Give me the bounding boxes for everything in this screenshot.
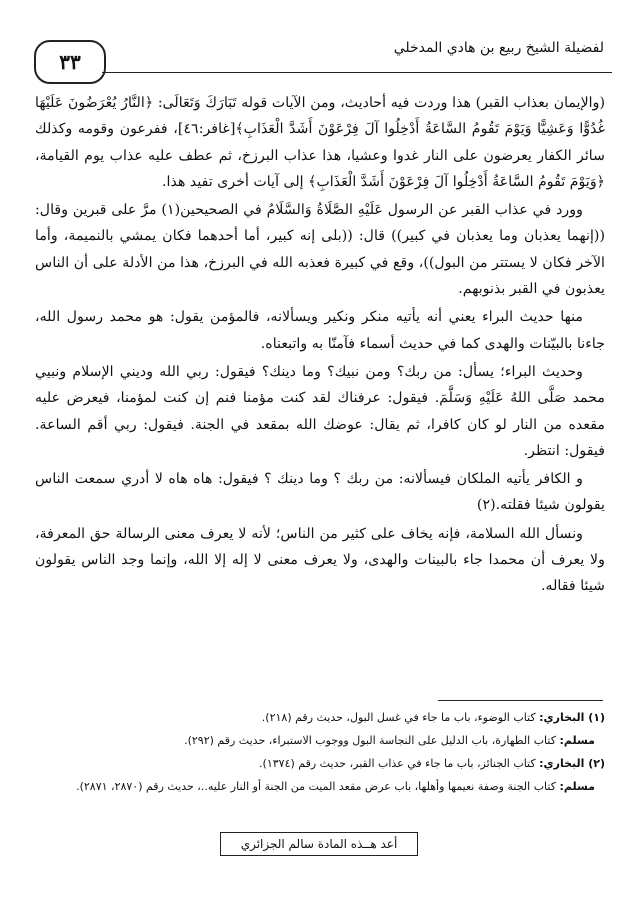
footnote-source: (١) البخاري:: [539, 711, 605, 724]
running-title: لفضيلة الشيخ ربيع بن هادي المدخلي: [393, 40, 604, 56]
paragraph-1: (والإيمان بعذاب القبر) هذا وردت فيه أحاديث، ومن الآيات قوله تَبَارَكَ وَتَعَالَى: ﴿النَّارُ يُعْرَضُونَ عَلَيْهَا غُدُوًّا وَعَشِيًّا وَيَوْمَ تَقُومُ السَّاعَةُ أَدْخِلُوا آلَ فِرْعَوْنَ أَشَدَّ الْعَذَابِ﴾[غافر:٤٦]، ففرعون وقومه وكذلك سائر الكفار يعرضون على النار غدوا وعشيا، هذا عذاب البرزخ، ثم عطف عليه عذاب يوم القيامة، ﴿وَيَوْمَ تَقُومُ السَّاعَةُ أَدْخِلُوا آلَ فِرْعَوْنَ أَشَدَّ الْعَذَابِ﴾ إلى آيات أخرى تفيد هذا.: [35, 95, 605, 190]
footnote-text: كتاب الجنة وصفة نعيمها وأهلها، باب عرض مقعد الميت من الجنة أو النار عليه..، حديث رقم (٢٨٧٠، ٢٨٧١).: [76, 780, 556, 793]
footnote-1-secondary: [35, 729, 605, 752]
main-text: [35, 90, 605, 602]
footnote-divider: [438, 700, 603, 701]
paragraph-5: و الكافر يأتيه الملكان فيسألانه: من ربك ؟ وما دينك ؟ فيقول: هاه هاه لا أدري سمعت الناس يقولون شيئا فقلته.(٢): [35, 471, 605, 514]
page-header: [32, 38, 612, 86]
header-divider: [102, 72, 612, 73]
page-number: ٣٣: [34, 40, 106, 84]
footnote-source: مسلم:: [559, 780, 595, 793]
paragraph-3: منها حديث البراء يعني أنه يأتيه منكر ونكير ويسألانه، فالمؤمن يقول: هو محمد رسول الله، جاءنا بالبيّنات والهدى كما في حديث أسماء فآمنّا به واتبعناه.: [35, 309, 605, 352]
footnotes: [35, 706, 605, 798]
paragraph-6: ونسأل الله السلامة، فإنه يخاف على كثير من الناس؛ لأنه لا يعرف معنى الرسالة حق المعرفة، ولا يعرف أن محمدا جاء بالبينات والهدى، ولا يعرف معنى لا إله إلا الله، وإنما وجد الناس يقولون شيئا فقاله.: [35, 525, 605, 595]
footnote-source: مسلم:: [559, 734, 595, 747]
paragraph-4: وحديث البراء؛ يسأل: من ربك؟ ومن نبيك؟ وما دينك؟ فيقول: ربي الله وديني الإسلام ونبيي محمد صَلَّى اللهُ عَلَيْهِ وَسَلَّمَ. فيقول: عرفناك لقد كنت مؤمنا فنم إن كنت لمؤمنا، فيعرض عليه مقعده من النار لو كان كافرا، ثم يقال: عوضك الله بمقعد في الجنة. فيقول: ربي أقم الساعة. فيقول: انتظر.: [35, 363, 605, 459]
footnote-text: كتاب الجنائز، باب ما جاء في عذاب القبر، حديث رقم (١٣٧٤).: [259, 757, 536, 770]
footnote-2: [35, 752, 605, 775]
footnote-text: كتاب الوضوء، باب ما جاء في غسل البول، حديث رقم (٢١٨).: [261, 711, 536, 724]
footnote-text: كتاب الطهارة، باب الدليل على النجاسة البول ووجوب الاستبراء، حديث رقم (٢٩٢).: [184, 734, 556, 747]
footnote-2-secondary: [35, 775, 605, 798]
footer-credit: أعد هــذه المادة سالم الجزائري: [220, 832, 418, 856]
paragraph-2: وورد في عذاب القبر عن الرسول عَلَيْهِ الصَّلَاةُ وَالسَّلَامُ في الصحيحين(١) مرَّ على قبرين وقال: ((إنهما يعذبان وما يعذبان في كبير)) قال: ((بلى إنه كبير، أما أحدهما فكان يمشي بالنميمة، وأما الآخر فكان لا يستتر من البول))، وقع في كبيرة فعذبه الله في البرزخ، هذا من الأدلة على أن الناس يعذبون في القبر بذنوبهم.: [35, 202, 605, 298]
footnote-source: (٢) البخاري:: [539, 757, 605, 770]
footnote-1: [35, 706, 605, 729]
